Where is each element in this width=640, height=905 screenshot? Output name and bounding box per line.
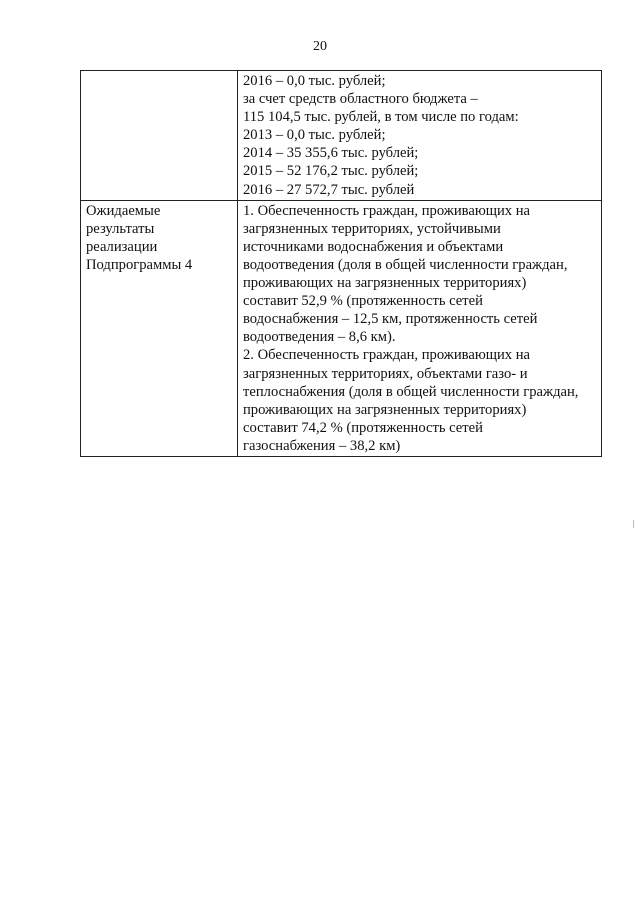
result-line: загрязненных территориях, объектами газо- и — [243, 365, 528, 382]
result-line: составит 74,2 % (протяженность сетей — [243, 419, 483, 436]
funding-line: за счет средств областного бюджета – — [243, 91, 478, 108]
funding-line: 2016 – 0,0 тыс. рублей; — [243, 73, 386, 89]
row2-label-cell — [81, 200, 238, 456]
result-line: составит 52,9 % (протяженность сетей — [243, 293, 483, 310]
row1-label-cell — [81, 71, 238, 201]
table-row-funding — [81, 71, 602, 201]
funding-line: 2014 – 35 355,6 тыс. рублей; — [243, 145, 419, 162]
label-line: реализации — [86, 238, 158, 255]
result-line: газоснабжения – 38,2 км) — [243, 437, 401, 454]
result-line: теплоснабжения (доля в общей численности граждан, — [243, 383, 579, 400]
funding-line: 2013 – 0,0 тыс. рублей; — [243, 127, 386, 144]
result-line: загрязненных территориях, устойчивыми — [243, 220, 501, 237]
result-line: 2. Обеспеченность граждан, проживающих на — [243, 347, 531, 364]
funding-line: 2016 – 27 572,7 тыс. рублей — [243, 181, 415, 198]
row2-value-cell — [238, 200, 602, 456]
funding-line: 115 104,5 тыс. рублей, в том числе по годам: — [243, 109, 519, 126]
scan-mark — [633, 520, 634, 528]
page-number: 20 — [313, 39, 327, 54]
result-line: источниками водоснабжения и объектами — [243, 238, 504, 255]
row1-value-cell — [238, 71, 602, 201]
subprogram-table — [80, 70, 602, 457]
result-line: водоотведения – 8,6 км). — [243, 329, 396, 346]
result-line: 1. Обеспеченность граждан, проживающих на — [243, 202, 531, 219]
result-line: водоотведения (доля в общей численности граждан, — [243, 256, 568, 273]
table-row-expected-results — [81, 200, 602, 456]
result-line: водоснабжения – 12,5 км, протяженность сетей — [243, 311, 538, 328]
funding-line: 2015 – 52 176,2 тыс. рублей; — [243, 163, 419, 180]
label-line: Ожидаемые — [86, 202, 161, 219]
label-line: результаты — [86, 220, 155, 237]
label-line: Подпрограммы 4 — [86, 256, 193, 273]
result-line: проживающих на загрязненных территориях) — [243, 275, 527, 292]
result-line: проживающих на загрязненных территориях) — [243, 401, 527, 418]
